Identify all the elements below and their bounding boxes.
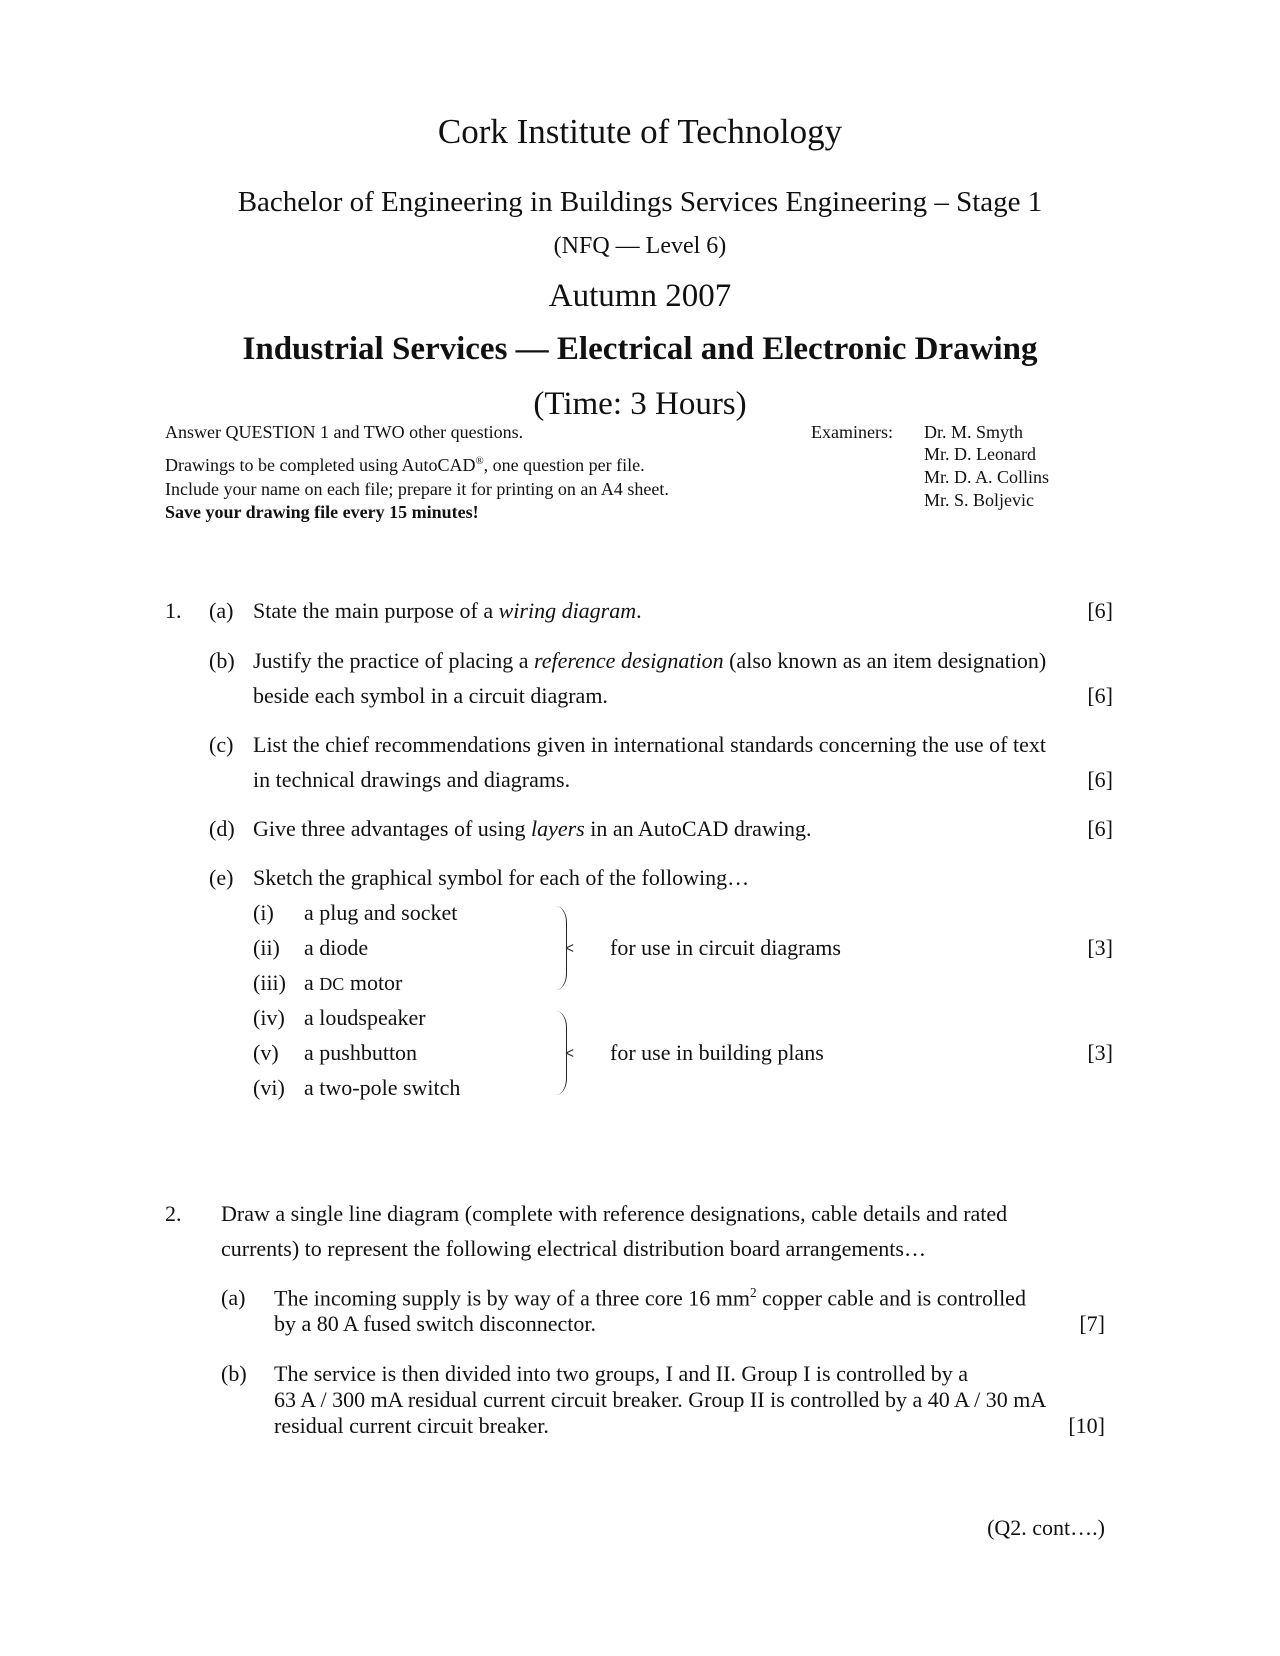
q1e-item-text: a pushbutton	[304, 1040, 418, 1065]
q1b-label: (b)	[209, 648, 235, 673]
q2b-mark: [10]	[1068, 1413, 1105, 1438]
examiner-name: Mr. D. A. Collins	[924, 467, 1050, 487]
exam-session: Autumn 2007	[548, 278, 732, 314]
q1e-item-text: a plug and socket	[304, 900, 458, 925]
question-2-number: 2.	[165, 1201, 182, 1226]
q1e-text: Sketch the graphical symbol for each of the following…	[253, 865, 750, 890]
q1a-text: State the main purpose of a wiring diagram.	[253, 598, 642, 623]
answer-instruction: Answer QUESTION 1 and TWO other questions.	[165, 422, 524, 442]
q2b-label: (b)	[221, 1361, 247, 1386]
q1b-text-line2: beside each symbol in a circuit diagram.	[253, 683, 608, 708]
examiner-name: Mr. S. Boljevic	[924, 490, 1035, 510]
q1d-mark: [6]	[1087, 816, 1113, 841]
q1c-label: (c)	[209, 732, 234, 757]
q1e-item-text: a two-pole switch	[304, 1075, 461, 1100]
q2b-text-line2: 63 A / 300 mA residual current circuit breaker. Group II is controlled by a 40 A / 30 mA	[274, 1387, 1047, 1412]
q1e-label: (e)	[209, 865, 234, 890]
examiner-name: Dr. M. Smyth	[924, 422, 1024, 442]
exam-duration: (Time: 3 Hours)	[533, 386, 747, 422]
file-instruction: Include your name on each file; prepare it for printing on an A4 sheet.	[165, 479, 669, 499]
q1e-item-number: (i)	[253, 900, 274, 925]
q2b-text-line3: residual current circuit breaker.	[274, 1413, 549, 1438]
subject-title: Industrial Services — Electrical and Electronic Drawing	[242, 331, 1038, 367]
q1e-group1-text: for use in circuit diagrams	[610, 935, 841, 960]
nfq-level: (NFQ — Level 6)	[553, 233, 727, 259]
q1e-group2-text: for use in building plans	[610, 1040, 824, 1065]
q2-text-line2: currents) to represent the following electrical distribution board arrangements…	[221, 1236, 926, 1261]
q1e-item-text: a DC motor	[304, 970, 403, 995]
q1e-item-text: a loudspeaker	[304, 1005, 426, 1030]
institution-title: Cork Institute of Technology	[437, 112, 843, 151]
q1c-text: List the chief recommendations given in international standards concerning the use of text	[253, 732, 1046, 757]
q2a-text-line2: by a 80 A fused switch disconnector.	[274, 1311, 597, 1336]
q1e-item-number: (vi)	[253, 1075, 285, 1100]
q1a-label: (a)	[209, 598, 234, 623]
q2b-text: The service is then divided into two groups, I and II. Group I is controlled by a	[274, 1361, 969, 1386]
q2a-label: (a)	[221, 1285, 246, 1310]
q1e-group2-mark: [3]	[1087, 1040, 1113, 1065]
degree-title: Bachelor of Engineering in Buildings Services Engineering – Stage 1	[237, 186, 1043, 218]
continued-note: (Q2. cont….)	[987, 1515, 1105, 1540]
q1e-item-text: a diode	[304, 935, 369, 960]
q1e-item-number: (v)	[253, 1040, 279, 1065]
q2a-mark: [7]	[1079, 1311, 1105, 1336]
question-1-number: 1.	[165, 598, 182, 623]
q1e-item-number: (iii)	[253, 970, 286, 995]
q1c-mark: [6]	[1087, 767, 1113, 792]
q2-text: Draw a single line diagram (complete with reference designations, cable details and rated	[221, 1201, 1008, 1226]
examiner-name: Mr. D. Leonard	[924, 444, 1036, 464]
q1c-text-line2: in technical drawings and diagrams.	[253, 767, 571, 792]
drawing-instruction: Drawings to be completed using AutoCAD®, one question per file.	[165, 455, 645, 475]
q2a-text: The incoming supply is by way of a three core 16 $mm^2$ copper cable and is controlled	[274, 1285, 1026, 1311]
q1d-label: (d)	[209, 816, 235, 841]
q1e-item-number: (ii)	[253, 935, 280, 960]
examiners-label: Examiners:	[811, 422, 893, 442]
q1e-group1-mark: [3]	[1087, 935, 1113, 960]
q1b-mark: [6]	[1087, 683, 1113, 708]
right-brace	[556, 1011, 567, 1095]
right-brace	[556, 906, 567, 990]
q1e-item-number: (iv)	[253, 1005, 285, 1030]
q1a-mark: [6]	[1087, 598, 1113, 623]
q1d-text: Give three advantages of using layers in an AutoCAD drawing.	[253, 816, 812, 841]
q1b-text: Justify the practice of placing a reference designation (also known as an item designation)	[253, 648, 1047, 673]
save-instruction: Save your drawing file every 15 minutes!	[165, 502, 479, 522]
